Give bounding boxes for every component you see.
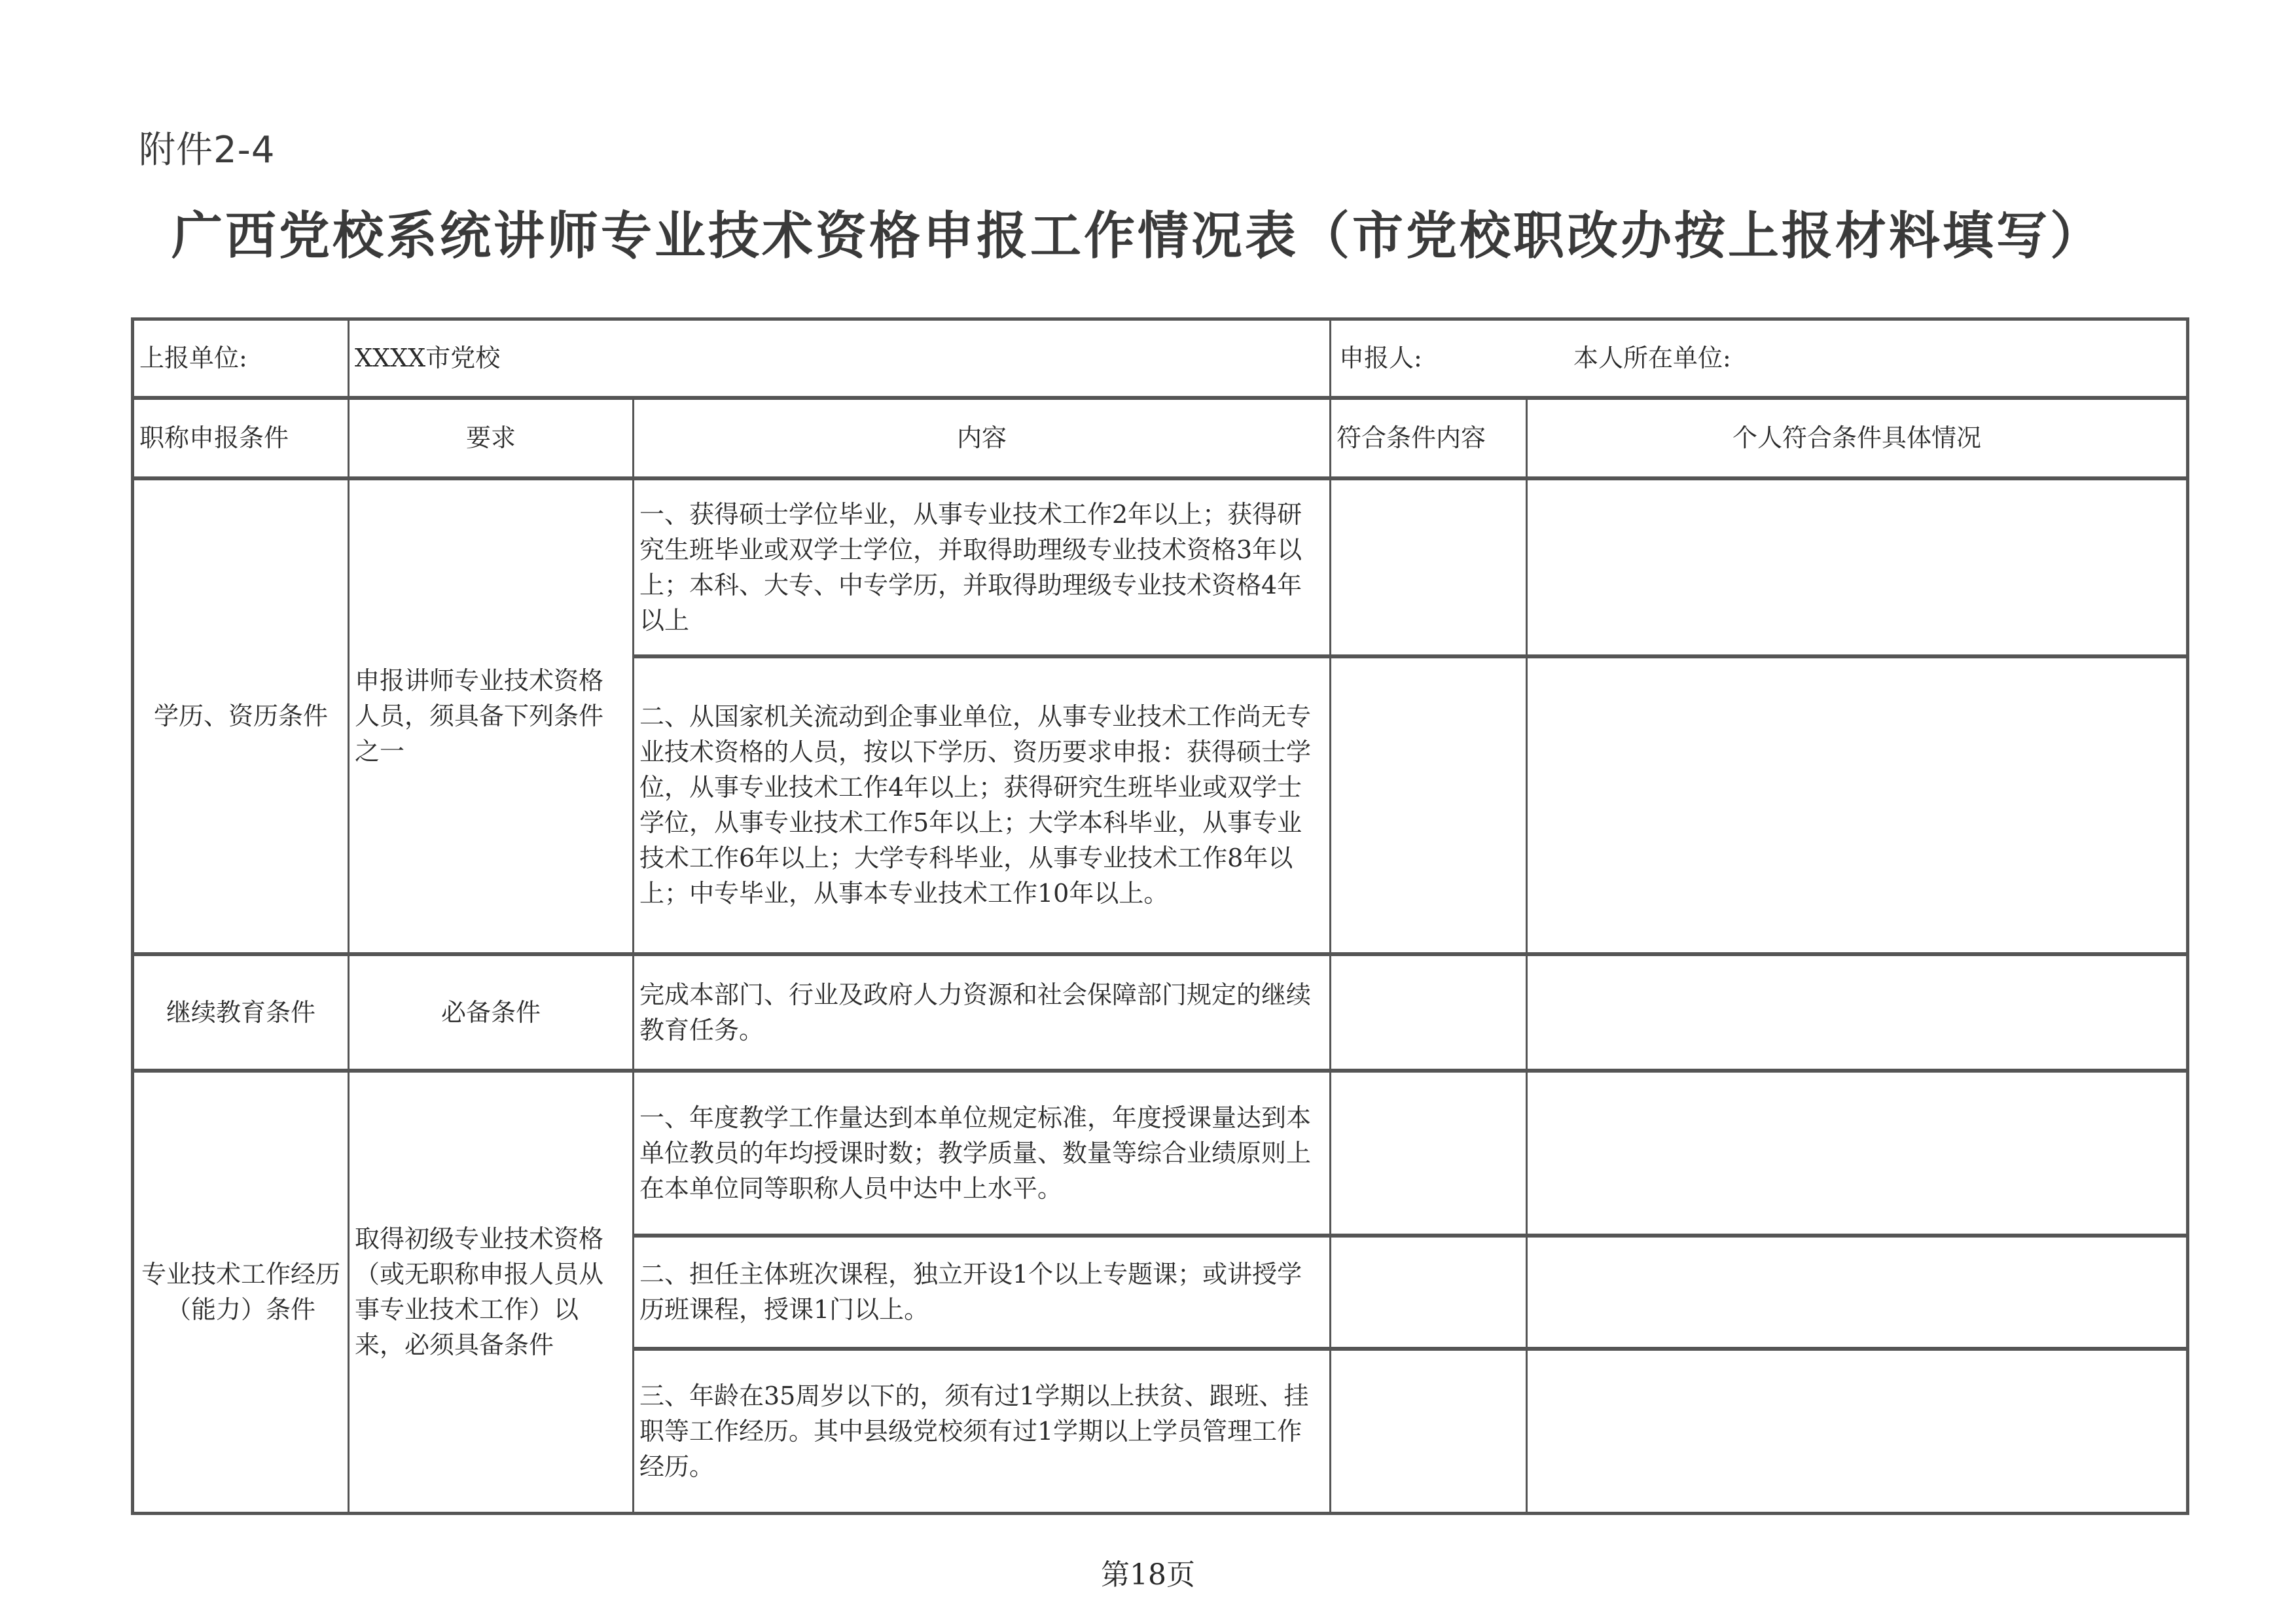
header-condition: 职称申报条件: [133, 398, 349, 478]
requirement-education: 申报讲师专业技术资格人员，须具备下列条件之一: [349, 478, 634, 954]
matching-content-input[interactable]: [1331, 1071, 1527, 1236]
applicant-unit-label: 本人所在单位:: [1573, 344, 1731, 373]
content-cell: 二、从国家机关流动到企事业单位，从事专业技术工作尚无专业技术资格的人员，按以下学历、资历要求申报：获得硕士学位，从事专业技术工作4年以上；获得研究生班毕业或双学士学位，从事专业技术工作5年以上；大学本科毕业，从事专业技术工作6年以上；大学专科毕业，从事专业技术工作8年以上；中专毕业，从事本专业技术工作10年以上。: [634, 656, 1331, 954]
personal-details-input[interactable]: [1527, 656, 2188, 954]
header-personal-details: 个人符合条件具体情况: [1527, 398, 2188, 478]
requirement-work-experience: 取得初级专业技术资格（或无职称申报人员从事专业技术工作）以来，必须具备条件: [349, 1071, 634, 1514]
content-cell: 一、获得硕士学位毕业，从事专业技术工作2年以上；获得研究生班毕业或双学士学位，并取得助理级专业技术资格3年以上；本科、大专、中专学历，并取得助理级专业技术资格4年以上: [634, 478, 1331, 656]
applicant-label: 申报人:: [1339, 344, 1422, 373]
header-row: [133, 398, 2188, 478]
content-cell: 一、年度教学工作量达到本单位规定标准，年度授课量达到本单位教员的年均授课时数；教学质量、数量等综合业绩原则上在本单位同等职称人员中达中上水平。: [634, 1071, 1331, 1236]
condition-continuing-education: 继续教育条件: [133, 954, 349, 1071]
matching-content-input[interactable]: [1331, 1236, 1527, 1349]
matching-content-input[interactable]: [1331, 656, 1527, 954]
requirement-continuing-education: 必备条件: [349, 954, 634, 1071]
content-cell: 三、年龄在35周岁以下的，须有过1学期以上扶贫、跟班、挂职等工作经历。其中县级党校须有过1学期以上学员管理工作经历。: [634, 1349, 1331, 1514]
matching-content-input[interactable]: [1331, 478, 1527, 656]
table-row: [133, 954, 2188, 1071]
personal-details-input[interactable]: [1527, 1349, 2188, 1514]
content-cell: 完成本部门、行业及政府人力资源和社会保障部门规定的继续教育任务。: [634, 954, 1331, 1071]
info-row: [133, 319, 2188, 398]
matching-content-input[interactable]: [1331, 954, 1527, 1071]
header-requirement: 要求: [349, 398, 634, 478]
header-matching-content: 符合条件内容: [1331, 398, 1527, 478]
page-number: 第18页: [1101, 1558, 1195, 1592]
personal-details-input[interactable]: [1527, 954, 2188, 1071]
attachment-label: 附件2-4: [139, 129, 276, 171]
document-title: 广西党校系统讲师专业技术资格申报工作情况表（市党校职改办按上报材料填写）: [171, 207, 2104, 266]
personal-details-input[interactable]: [1527, 1236, 2188, 1349]
condition-education: 学历、资历条件: [133, 478, 349, 954]
reporting-unit-value[interactable]: XXXX市党校: [349, 319, 1331, 398]
table-row: [133, 1071, 2188, 1236]
condition-work-experience: 专业技术工作经历（能力）条件: [133, 1071, 349, 1514]
personal-details-input[interactable]: [1527, 1071, 2188, 1236]
matching-content-input[interactable]: [1331, 1349, 1527, 1514]
reporting-unit-label: 上报单位:: [133, 319, 349, 398]
table-row: [133, 478, 2188, 656]
content-cell: 二、担任主体班次课程，独立开设1个以上专题课；或讲授学历班课程，授课1门以上。: [634, 1236, 1331, 1349]
personal-details-input[interactable]: [1527, 478, 2188, 656]
header-content: 内容: [634, 398, 1331, 478]
application-table: [131, 317, 2189, 1515]
applicant-cell: [1331, 319, 2188, 398]
